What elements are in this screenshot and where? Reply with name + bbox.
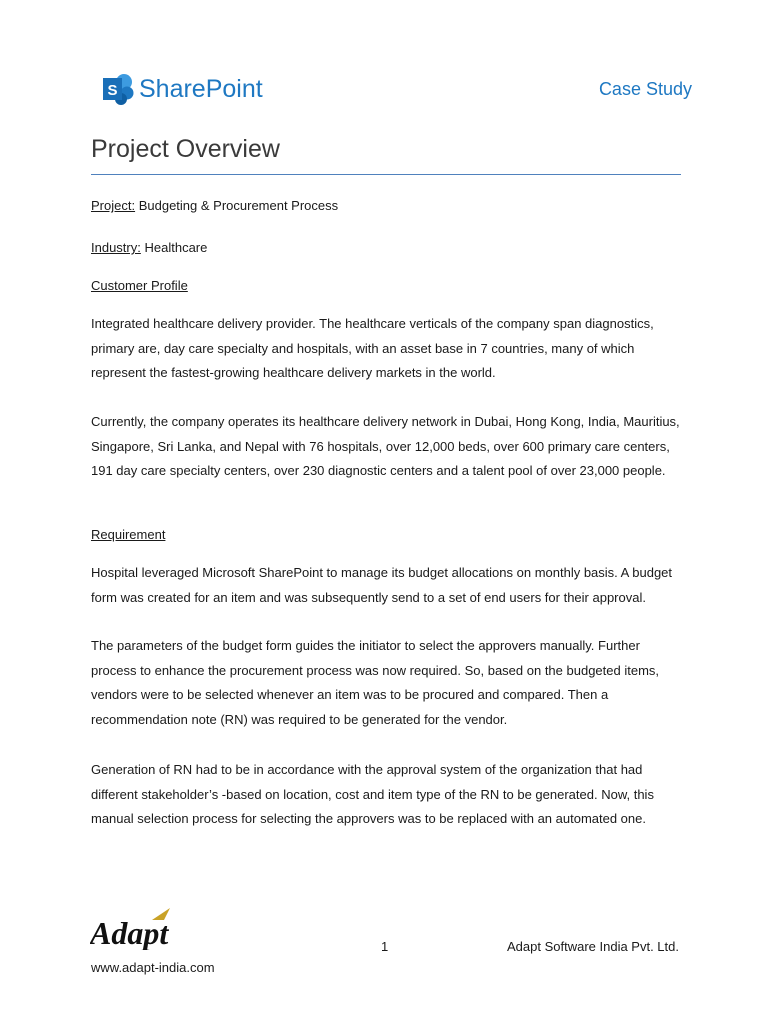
customer-profile-heading: Customer Profile bbox=[91, 278, 188, 293]
project-value: Budgeting & Procurement Process bbox=[138, 198, 339, 213]
requirement-heading: Requirement bbox=[91, 527, 166, 542]
adapt-logo bbox=[90, 906, 190, 950]
sharepoint-icon-letter: S bbox=[107, 82, 118, 99]
customer-profile-paragraph: Integrated healthcare delivery provider. The healthcare verticals of the company span diagnostics, primary are, day care specialty and hospitals, with an asset base in 7 countries, many of which represent the fastest-growing healthcare delivery markets in the world. bbox=[91, 316, 654, 380]
title-divider bbox=[91, 174, 681, 175]
company-name: Adapt Software India Pvt. Ltd. bbox=[507, 939, 679, 954]
industry-label: Industry: bbox=[91, 240, 141, 255]
requirement-paragraph: The parameters of the budget form guides the initiator to select the approvers manually. Further process to enhance the procurement process was now required. So, based on the budgeted items, vendors were to be selected whenever an item was to be procured and compared. Then a recommendation note (RN) was required to be generated for the vendor. bbox=[91, 638, 660, 727]
sharepoint-logo bbox=[102, 72, 263, 106]
industry-value: Healthcare bbox=[144, 240, 208, 255]
adapt-logo-text: Adapt bbox=[90, 915, 169, 950]
brand-name: SharePoint bbox=[139, 74, 263, 103]
requirement-paragraph: Hospital leveraged Microsoft SharePoint to manage its budget allocations on monthly basis. A budget form was created for an item and was subsequently send to a set of end users for their approval. bbox=[91, 565, 673, 605]
website-link[interactable]: www.adapt-india.com bbox=[91, 960, 215, 975]
sharepoint-icon bbox=[102, 72, 134, 106]
project-field bbox=[91, 198, 338, 213]
doc-type-label: Case Study bbox=[598, 79, 692, 99]
requirement-paragraph: Generation of RN had to be in accordance with the approval system of the organization that had different stakeholder’s -based on location, cost and item type of the RN to be generated. Now, this manual selection process for selecting the approvers was to be replaced with an automated one. bbox=[91, 762, 654, 826]
industry-field bbox=[91, 240, 207, 255]
project-label: Project: bbox=[91, 198, 136, 213]
page-title: Project Overview bbox=[91, 135, 280, 163]
page-number: 1 bbox=[381, 939, 389, 954]
customer-profile-paragraph: Currently, the company operates its healthcare delivery network in Dubai, Hong Kong, India, Mauritius, Singapore, Sri Lanka, and Nepal with 76 hospitals, over 12,000 beds, over 600 primary care centers, 191 day care specialty centers, over 230 diagnostic centers and a talent pool of over 23,000 people. bbox=[91, 414, 680, 478]
